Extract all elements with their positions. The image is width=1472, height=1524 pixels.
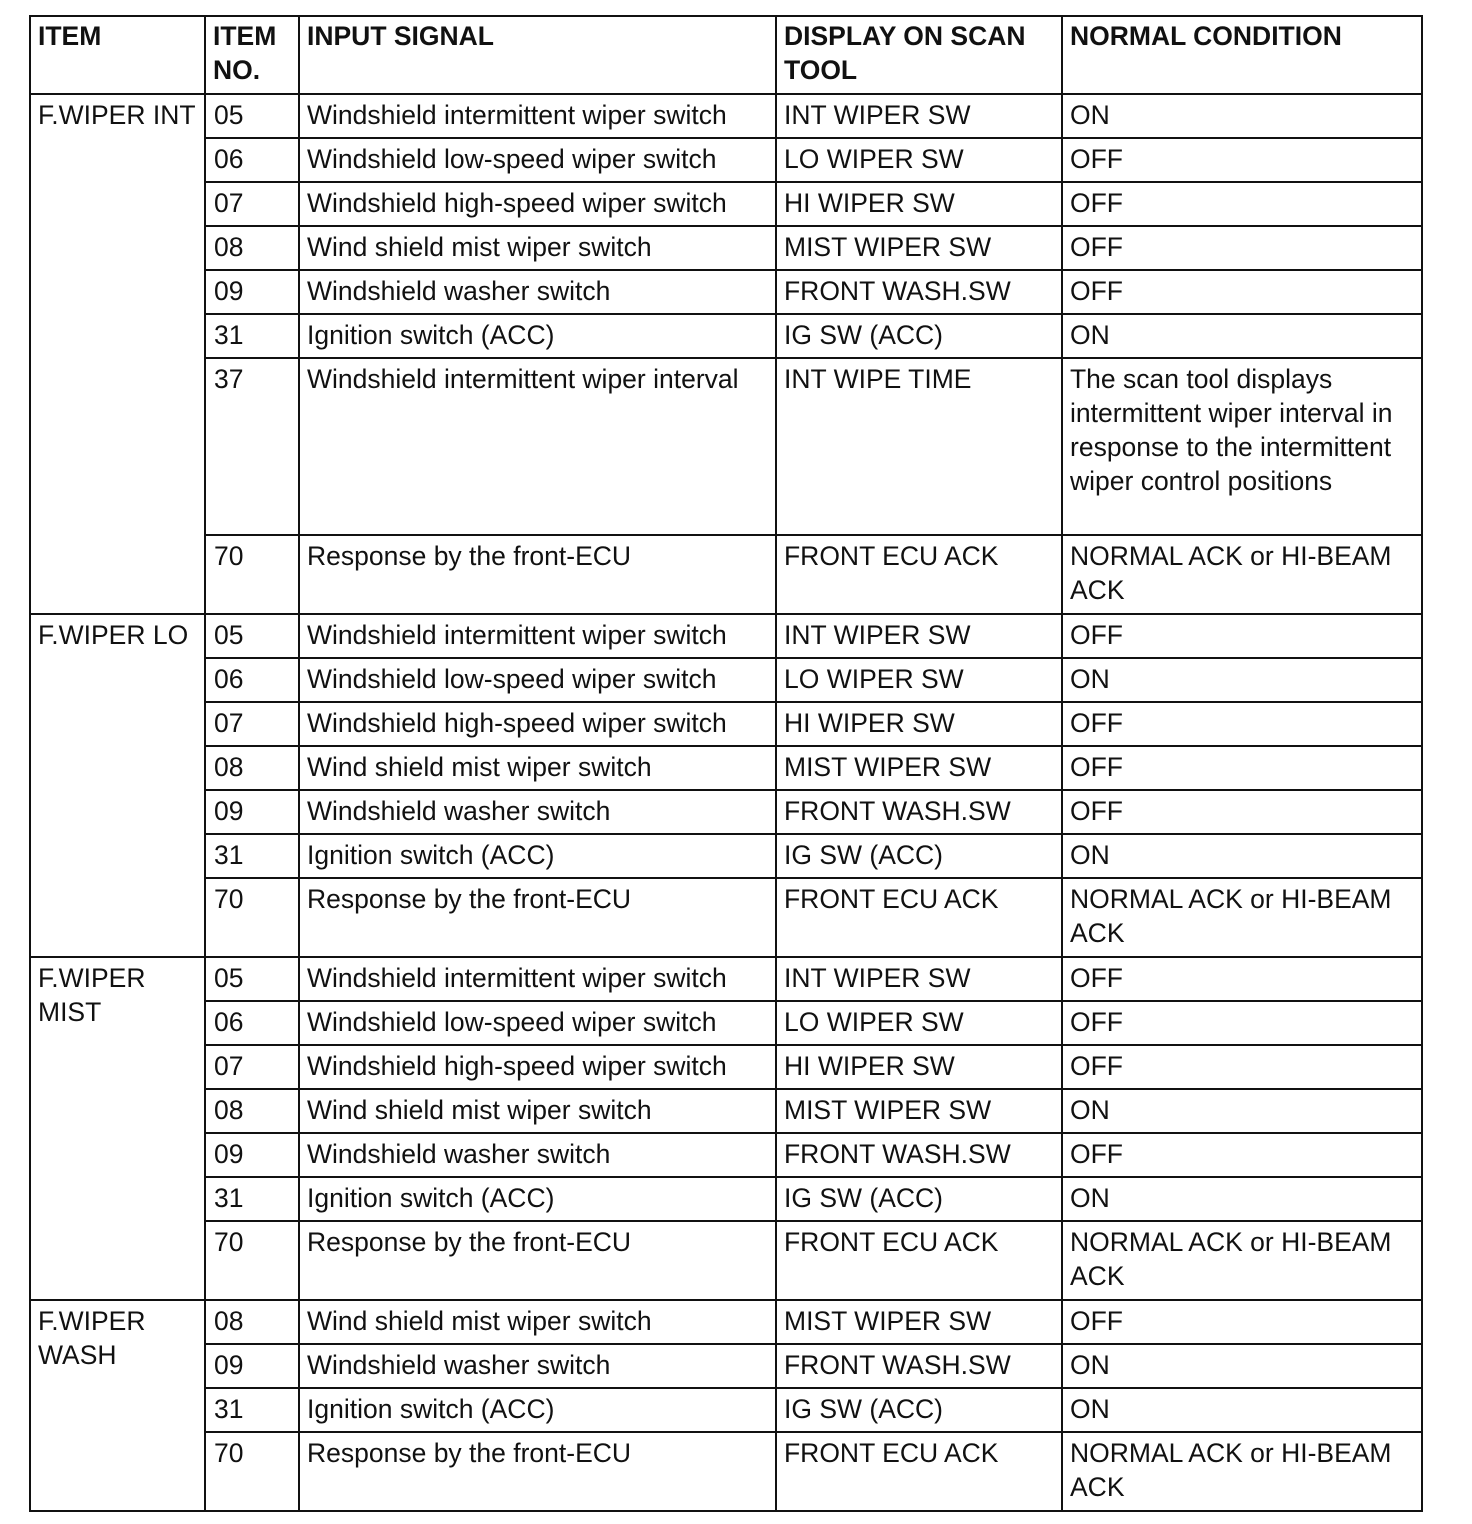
header-normal-condition: NORMAL CONDITION [1062,16,1422,94]
table-row [30,358,1422,535]
scan-tool-display-cell: LO WIPER SW [776,1001,1062,1045]
table-row [30,1001,1422,1045]
input-signal-cell: Wind shield mist wiper switch [299,746,776,790]
scan-tool-display-cell: IG SW (ACC) [776,314,1062,358]
normal-condition-cell: OFF [1062,1001,1422,1045]
table-row [30,614,1422,658]
input-signal-cell: Windshield low-speed wiper switch [299,658,776,702]
input-signal-cell: Response by the front-ECU [299,1221,776,1300]
scan-tool-display-cell: INT WIPER SW [776,94,1062,138]
input-signal-cell: Wind shield mist wiper switch [299,1089,776,1133]
input-signal-cell: Windshield low-speed wiper switch [299,1001,776,1045]
normal-condition-cell: ON [1062,1388,1422,1432]
scan-tool-display-cell: INT WIPER SW [776,614,1062,658]
input-signal-cell: Windshield high-speed wiper switch [299,1045,776,1089]
normal-condition-cell: ON [1062,314,1422,358]
item-no-cell: 31 [205,1177,299,1221]
normal-condition-cell: ON [1062,1089,1422,1133]
input-signal-cell: Ignition switch (ACC) [299,314,776,358]
scan-tool-display-cell: LO WIPER SW [776,658,1062,702]
input-signal-cell: Ignition switch (ACC) [299,1177,776,1221]
item-no-cell: 31 [205,1388,299,1432]
table-row [30,1045,1422,1089]
scan-tool-display-cell: MIST WIPER SW [776,1300,1062,1344]
scan-tool-display-cell: FRONT ECU ACK [776,1432,1062,1511]
table-row [30,226,1422,270]
scan-tool-display-cell: MIST WIPER SW [776,746,1062,790]
item-no-cell: 08 [205,226,299,270]
normal-condition-cell: ON [1062,1177,1422,1221]
normal-condition-cell: OFF [1062,1045,1422,1089]
normal-condition-cell: NORMAL ACK or HI-BEAM ACK [1062,535,1422,614]
input-signal-cell: Windshield intermittent wiper switch [299,957,776,1001]
table-row [30,1300,1422,1344]
scan-tool-display-cell: FRONT ECU ACK [776,535,1062,614]
table-row [30,1432,1422,1511]
input-signal-cell: Windshield high-speed wiper switch [299,702,776,746]
input-signal-cell: Windshield washer switch [299,1344,776,1388]
table-row [30,702,1422,746]
table-row [30,878,1422,957]
item-no-cell: 37 [205,358,299,535]
header-item-no: ITEM NO. [205,16,299,94]
table-row [30,1388,1422,1432]
header-row [30,16,1422,94]
item-no-cell: 08 [205,1089,299,1133]
table-row [30,658,1422,702]
document-page [29,15,1423,1512]
item-no-cell: 08 [205,1300,299,1344]
normal-condition-cell: ON [1062,834,1422,878]
table-row [30,834,1422,878]
scan-tool-display-cell: FRONT WASH.SW [776,1133,1062,1177]
table-row [30,94,1422,138]
item-no-cell: 07 [205,182,299,226]
input-signal-cell: Response by the front-ECU [299,878,776,957]
normal-condition-cell: OFF [1062,790,1422,834]
normal-condition-cell: ON [1062,658,1422,702]
table-body [30,94,1422,1511]
table-row [30,1177,1422,1221]
normal-condition-cell: OFF [1062,1300,1422,1344]
item-no-cell: 70 [205,1221,299,1300]
table-header [30,16,1422,94]
item-no-cell: 05 [205,94,299,138]
input-signal-cell: Windshield washer switch [299,790,776,834]
normal-condition-cell: ON [1062,94,1422,138]
item-no-cell: 06 [205,1001,299,1045]
header-display-on-scan-tool: DISPLAY ON SCAN TOOL [776,16,1062,94]
scan-tool-display-cell: MIST WIPER SW [776,1089,1062,1133]
normal-condition-cell: NORMAL ACK or HI-BEAM ACK [1062,1432,1422,1511]
normal-condition-cell: OFF [1062,957,1422,1001]
table-row [30,1133,1422,1177]
table-row [30,957,1422,1001]
input-signal-cell: Windshield low-speed wiper switch [299,138,776,182]
input-signal-cell: Windshield intermittent wiper switch [299,94,776,138]
input-signal-cell: Windshield intermittent wiper switch [299,614,776,658]
input-signal-cell: Ignition switch (ACC) [299,1388,776,1432]
input-signal-cell: Wind shield mist wiper switch [299,226,776,270]
normal-condition-cell: OFF [1062,182,1422,226]
scan-tool-display-cell: FRONT ECU ACK [776,1221,1062,1300]
normal-condition-cell: OFF [1062,226,1422,270]
item-no-cell: 09 [205,270,299,314]
data-list-table [29,15,1423,1512]
scan-tool-display-cell: FRONT WASH.SW [776,790,1062,834]
table-row [30,182,1422,226]
input-signal-cell: Wind shield mist wiper switch [299,1300,776,1344]
table-row [30,535,1422,614]
header-input-signal: INPUT SIGNAL [299,16,776,94]
input-signal-cell: Response by the front-ECU [299,1432,776,1511]
item-no-cell: 70 [205,535,299,614]
scan-tool-display-cell: FRONT WASH.SW [776,1344,1062,1388]
item-no-cell: 09 [205,1133,299,1177]
item-no-cell: 07 [205,702,299,746]
scan-tool-display-cell: FRONT WASH.SW [776,270,1062,314]
item-group-cell: F.WIPER INT [30,94,205,614]
item-no-cell: 70 [205,878,299,957]
normal-condition-cell: OFF [1062,614,1422,658]
item-no-cell: 09 [205,790,299,834]
item-no-cell: 05 [205,957,299,1001]
item-no-cell: 06 [205,658,299,702]
scan-tool-display-cell: HI WIPER SW [776,182,1062,226]
scan-tool-display-cell: HI WIPER SW [776,1045,1062,1089]
item-no-cell: 09 [205,1344,299,1388]
scan-tool-display-cell: INT WIPE TIME [776,358,1062,535]
item-no-cell: 31 [205,314,299,358]
input-signal-cell: Windshield washer switch [299,1133,776,1177]
normal-condition-cell: OFF [1062,1133,1422,1177]
scan-tool-display-cell: FRONT ECU ACK [776,878,1062,957]
item-no-cell: 07 [205,1045,299,1089]
normal-condition-cell: NORMAL ACK or HI-BEAM ACK [1062,878,1422,957]
normal-condition-cell: ON [1062,1344,1422,1388]
table-row [30,746,1422,790]
table-row [30,790,1422,834]
scan-tool-display-cell: IG SW (ACC) [776,1177,1062,1221]
normal-condition-cell: The scan tool displays intermittent wiper interval in response to the intermittent wiper control positions [1062,358,1422,535]
scan-tool-display-cell: IG SW (ACC) [776,1388,1062,1432]
table-row [30,1344,1422,1388]
table-row [30,1089,1422,1133]
normal-condition-cell: NORMAL ACK or HI-BEAM ACK [1062,1221,1422,1300]
scan-tool-display-cell: INT WIPER SW [776,957,1062,1001]
item-group-cell: F.WIPER WASH [30,1300,205,1511]
input-signal-cell: Windshield washer switch [299,270,776,314]
scan-tool-display-cell: HI WIPER SW [776,702,1062,746]
scan-tool-display-cell: IG SW (ACC) [776,834,1062,878]
table-row [30,270,1422,314]
input-signal-cell: Windshield intermittent wiper interval [299,358,776,535]
item-no-cell: 06 [205,138,299,182]
input-signal-cell: Response by the front-ECU [299,535,776,614]
item-no-cell: 05 [205,614,299,658]
normal-condition-cell: OFF [1062,270,1422,314]
item-no-cell: 31 [205,834,299,878]
item-group-cell: F.WIPER MIST [30,957,205,1300]
scan-tool-display-cell: LO WIPER SW [776,138,1062,182]
header-item: ITEM [30,16,205,94]
table-row [30,1221,1422,1300]
item-group-cell: F.WIPER LO [30,614,205,957]
item-no-cell: 70 [205,1432,299,1511]
normal-condition-cell: OFF [1062,138,1422,182]
normal-condition-cell: OFF [1062,702,1422,746]
input-signal-cell: Windshield high-speed wiper switch [299,182,776,226]
item-no-cell: 08 [205,746,299,790]
scan-tool-display-cell: MIST WIPER SW [776,226,1062,270]
table-row [30,314,1422,358]
normal-condition-cell: OFF [1062,746,1422,790]
input-signal-cell: Ignition switch (ACC) [299,834,776,878]
table-row [30,138,1422,182]
